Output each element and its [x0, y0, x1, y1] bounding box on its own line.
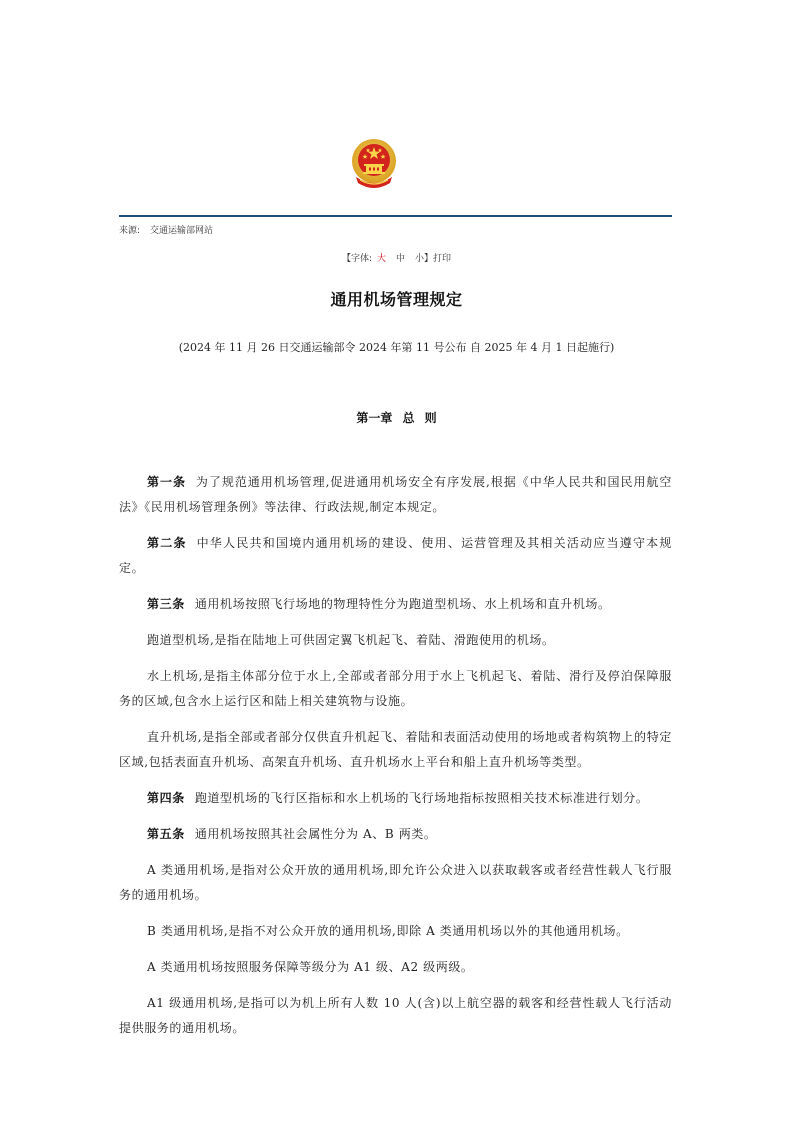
article-number: 第一条: [147, 475, 186, 489]
font-size-prefix: 【字体:: [341, 254, 372, 264]
font-size-medium-button[interactable]: 中: [396, 254, 406, 264]
paragraph-text: 跑道型机场的飞行区指标和水上机场的飞行场地指标按照相关技术标准进行划分。: [194, 791, 649, 805]
paragraph: [119, 822, 672, 847]
paragraph: [119, 919, 672, 944]
paragraph-text: 水上机场,是指主体部分位于水上,全部或者部分用于水上飞机起飞、着陆、滑行及停泊保障服务的区域,包含水上运行区和陆上相关建筑物与设施。: [119, 669, 672, 708]
source-label: 来源:: [119, 226, 141, 236]
source-line: [119, 223, 213, 236]
font-size-controls: [0, 251, 793, 264]
paragraph-text: A 类通用机场,是指对公众开放的通用机场,即允许公众进入以获取载客或者经营性载人飞行服务的通用机场。: [119, 863, 672, 902]
font-size-small-button[interactable]: 小】: [415, 254, 434, 264]
paragraph: [119, 955, 672, 980]
paragraph: [119, 592, 672, 617]
paragraph: [119, 628, 672, 653]
article-number: 第二条: [147, 536, 187, 550]
print-link[interactable]: 打印: [433, 254, 452, 264]
paragraph-text: B 类通用机场,是指不对公众开放的通用机场,即除 A 类通用机场以外的其他通用机场。: [147, 924, 629, 938]
paragraph-text: 中华人民共和国境内通用机场的建设、使用、运营管理及其相关活动应当遵守本规定。: [119, 536, 672, 575]
paragraph-text: 直升机场,是指全部或者部分仅供直升机起飞、着陆和表面活动使用的场地或者构筑物上的特定区域,包括表面直升机场、高架直升机场、直升机场水上平台和船上直升机场等类型。: [119, 730, 672, 769]
paragraph: [119, 664, 672, 714]
document-subtitle: (2024 年 11 月 26 日交通运输部令 2024 年第 11 号公布 自 2025 年 4 月 1 日起施行): [178, 341, 615, 354]
chapter-heading: 第一章 总 则: [356, 411, 437, 425]
paragraph-text: A1 级通用机场,是指可以为机上所有人数 10 人(含)以上航空器的载客和经营性载人飞行活动提供服务的通用机场。: [119, 996, 672, 1035]
font-size-large-button[interactable]: 大: [376, 254, 386, 264]
paragraph-text: A 类通用机场按照服务保障等级分为 A1 级、A2 级两级。: [147, 960, 474, 974]
article-number: 第三条: [147, 597, 185, 611]
paragraph: [119, 470, 672, 520]
paragraph-text: 跑道型机场,是指在陆地上可供固定翼飞机起飞、着陆、滑跑使用的机场。: [147, 633, 555, 647]
paragraph: [119, 991, 672, 1041]
paragraph: [119, 786, 672, 811]
national-emblem-icon: [350, 139, 398, 191]
paragraph-text: 通用机场按照其社会属性分为 A、B 两类。: [194, 827, 437, 841]
document-title: 通用机场管理规定: [330, 290, 463, 309]
paragraph: [119, 725, 672, 775]
paragraph-text: 通用机场按照飞行场地的物理特性分为跑道型机场、水上机场和直升机场。: [194, 597, 611, 611]
paragraph: [119, 531, 672, 581]
article-number: 第五条: [147, 827, 185, 841]
article-number: 第四条: [147, 791, 185, 805]
source-value: 交通运输部网站: [150, 226, 214, 236]
paragraph-text: 为了规范通用机场管理,促进通用机场安全有序发展,根据《中华人民共和国民用航空法》《民用机场管理条例》等法律、行政法规,制定本规定。: [119, 475, 672, 514]
paragraph: [119, 858, 672, 908]
header-divider: [119, 215, 672, 217]
document-body: [119, 470, 672, 1052]
